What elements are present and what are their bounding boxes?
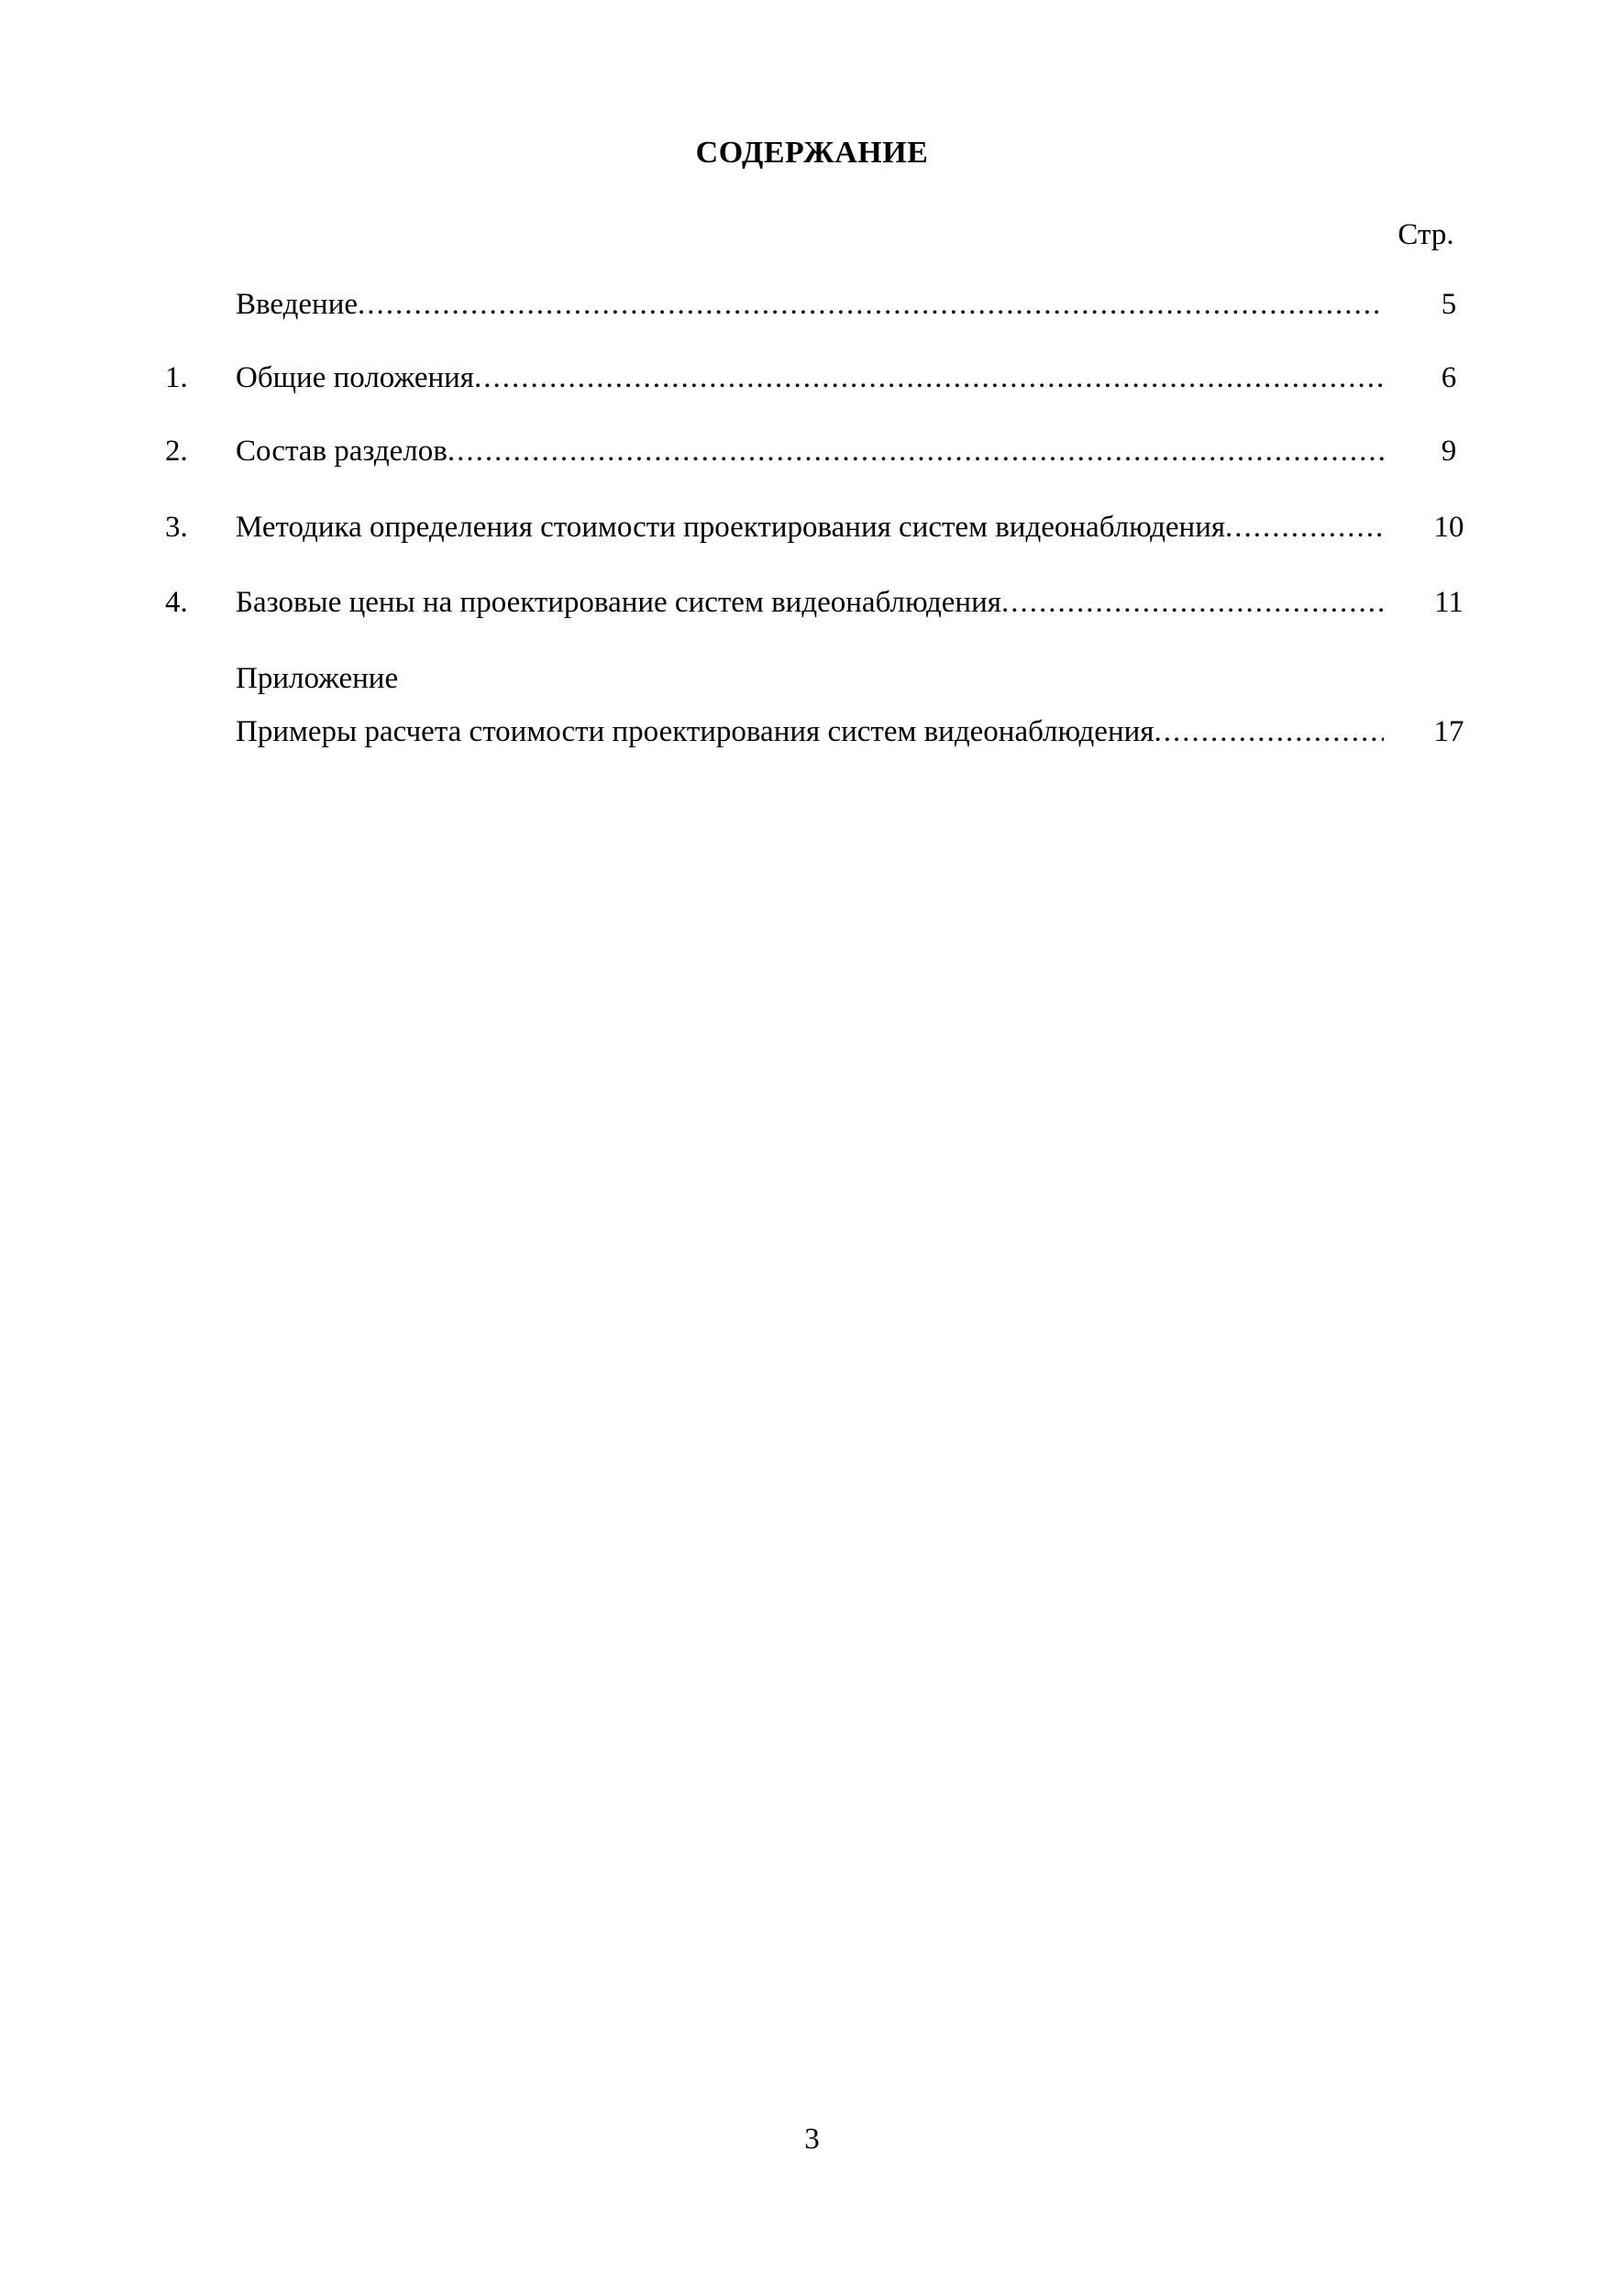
toc-entry-number: 2. <box>165 435 188 468</box>
toc-entry-page: 17 <box>1433 715 1464 748</box>
toc-entry[interactable] <box>0 359 1624 396</box>
toc-leader-dots <box>358 286 1384 323</box>
page-column-label: Стр. <box>1398 218 1454 251</box>
toc-entry-number: 4. <box>165 586 188 619</box>
toc-entry-title <box>236 433 1384 469</box>
toc-entry-title <box>236 584 1384 621</box>
toc-entry-number: 3. <box>165 511 188 544</box>
toc-entry[interactable] <box>0 509 1624 546</box>
toc-entry-label: Общие положения <box>236 361 474 394</box>
toc-entry-label: Состав разделов <box>236 435 447 468</box>
toc-leader-dots <box>1225 509 1384 546</box>
appendix-heading: Приложение <box>236 662 399 695</box>
toc-leader-dots <box>447 433 1384 469</box>
toc-entry[interactable] <box>0 584 1624 621</box>
toc-entry-page: 11 <box>1434 586 1464 619</box>
toc-entry-label: Примеры расчета стоимости проектирования систем видеонаблюдения <box>236 715 1154 748</box>
toc-leader-dots <box>1154 713 1384 750</box>
toc-entry-title <box>236 359 1384 396</box>
toc-entry-label: Базовые цены на проектирование систем видеонаблюдения <box>236 586 1001 619</box>
toc-leader-dots <box>474 359 1384 396</box>
toc-entry[interactable] <box>0 433 1624 469</box>
toc-entry-label: Методика определения стоимости проектирования систем видеонаблюдения <box>236 511 1226 544</box>
toc-entry-title <box>236 286 1384 323</box>
toc-entry-label: Введение <box>236 288 359 321</box>
toc-entry-number: 1. <box>165 361 188 394</box>
toc-entry[interactable] <box>0 286 1624 323</box>
toc-entry-title <box>236 509 1384 546</box>
toc-entry-page: 5 <box>1441 288 1457 321</box>
page-title: СОДЕРЖАНИЕ <box>695 136 929 170</box>
toc-entry-page: 9 <box>1441 435 1457 468</box>
toc-leader-dots <box>1001 584 1384 621</box>
toc-entry-title <box>236 713 1384 750</box>
toc-entry-page: 10 <box>1433 511 1464 544</box>
toc-entry-appendix[interactable] <box>0 713 1624 750</box>
page-number: 3 <box>804 2123 820 2156</box>
toc-entry-page: 6 <box>1441 361 1457 394</box>
